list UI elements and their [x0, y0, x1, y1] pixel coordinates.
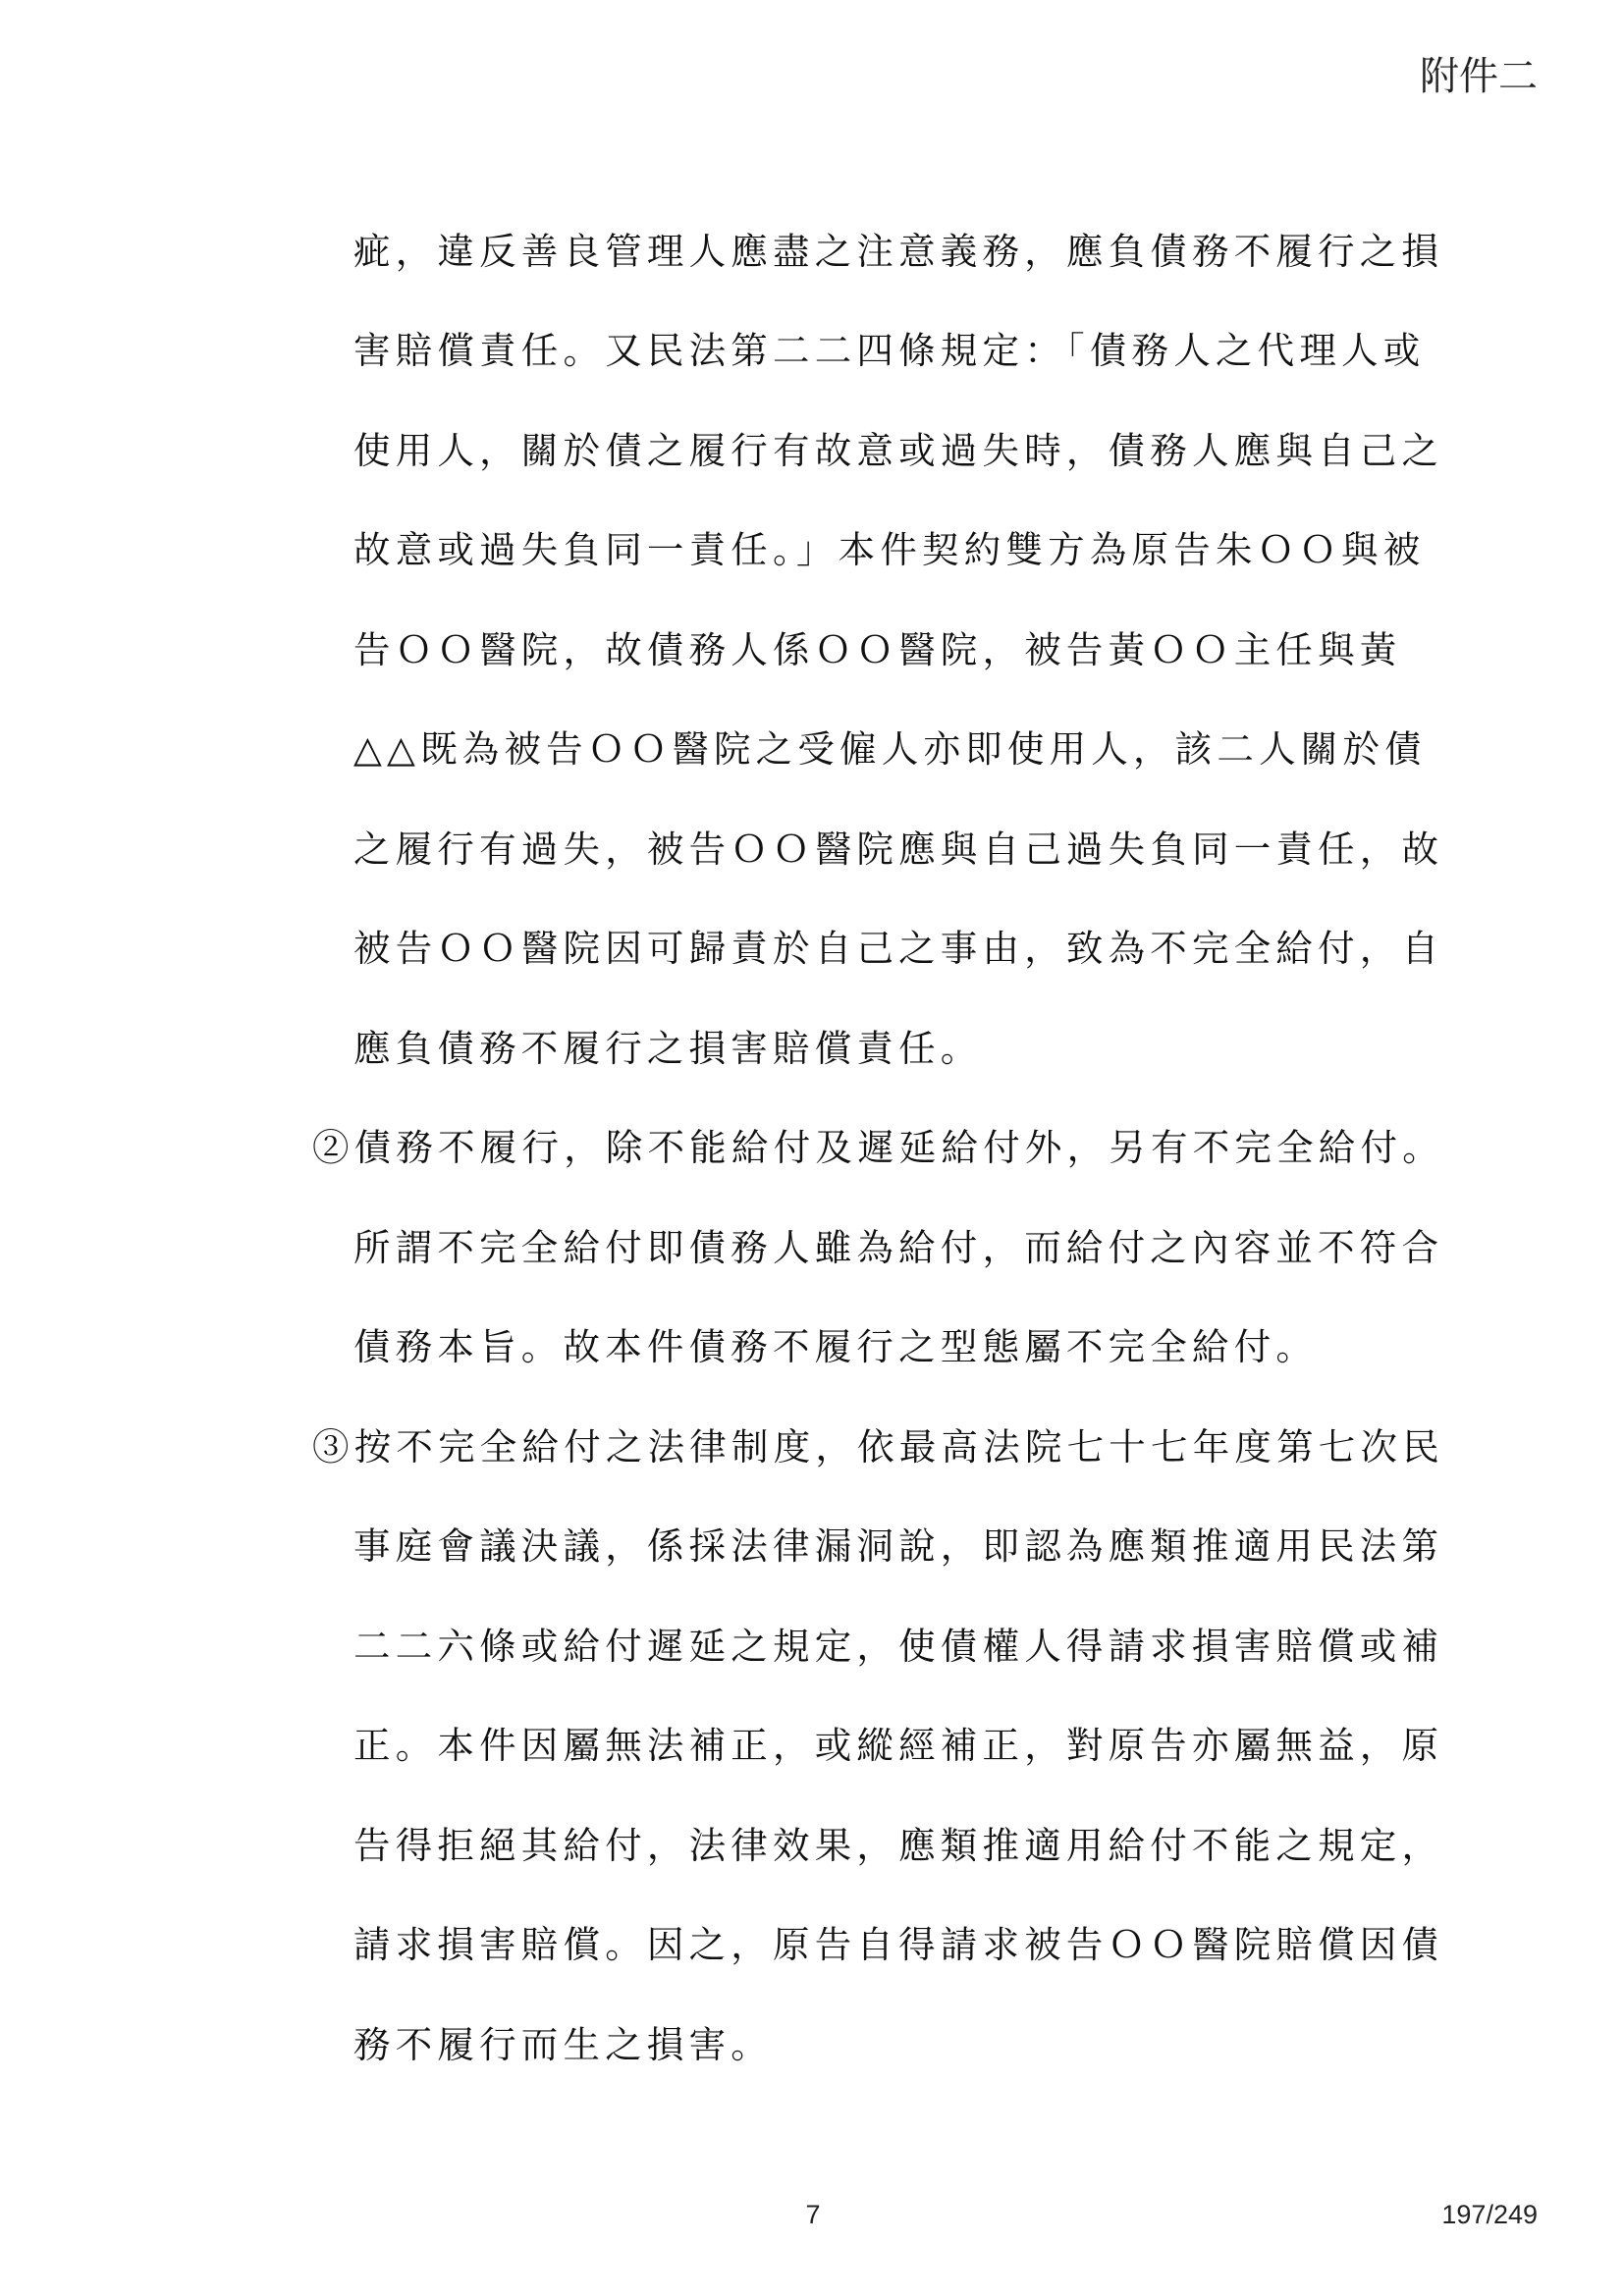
list-item-2-start: ②債務不履行，除不能給付及遲延給付外，另有不完全給付。	[312, 1126, 1444, 1169]
body-line: 請求損害賠償。因之，原告自得請求被告ＯＯ醫院賠償因債	[353, 1923, 1444, 1966]
page-count: 197/249	[1441, 2200, 1538, 2229]
body-line: 債務本旨。故本件債務不履行之型態屬不完全給付。	[353, 1325, 1319, 1368]
body-line: 二二六條或給付遲延之規定，使債權人得請求損害賠償或補	[353, 1625, 1444, 1668]
body-line: 故意或過失負同一責任。」本件契約雙方為原告朱ＯＯ與被	[353, 528, 1426, 571]
body-line: 務不履行而生之損害。	[353, 2023, 773, 2066]
body-line: 事庭會議決議，係採法律漏洞說，即認為應類推適用民法第	[353, 1524, 1444, 1568]
attachment-label: 附件二	[1420, 54, 1538, 99]
body-line: 害賠償責任。又民法第二二四條規定：「債務人之代理人或	[353, 329, 1426, 372]
body-line: △△既為被告ＯＯ醫院之受僱人亦即使用人，該二人關於債	[353, 727, 1427, 771]
body-line: 所謂不完全給付即債務人雖為給付，而給付之內容並不符合	[353, 1226, 1444, 1269]
list-item-3-start: ③按不完全給付之法律制度，依最高法院七十七年度第七次民	[312, 1425, 1444, 1468]
body-line: 告ＯＯ醫院，故債務人係ＯＯ醫院，被告黃ＯＯ主任與黃	[353, 628, 1402, 671]
body-line: 疵，違反善良管理人應盡之注意義務，應負債務不履行之損	[353, 230, 1444, 273]
page-number: 7	[805, 2200, 821, 2229]
body-line: 應負債務不履行之損害賠償責任。	[353, 1027, 983, 1070]
body-line: 被告ＯＯ醫院因可歸責於自己之事由，致為不完全給付，自	[353, 927, 1444, 970]
body-line: 正。本件因屬無法補正，或縱經補正，對原告亦屬無益，原	[353, 1724, 1444, 1767]
body-line: 使用人，關於債之履行有故意或過失時，債務人應與自己之	[353, 429, 1444, 472]
body-line: 告得拒絕其給付，法律效果，應類推適用給付不能之規定，	[353, 1824, 1444, 1867]
body-line: 之履行有過失，被告ＯＯ醫院應與自己過失負同一責任，故	[353, 828, 1444, 871]
